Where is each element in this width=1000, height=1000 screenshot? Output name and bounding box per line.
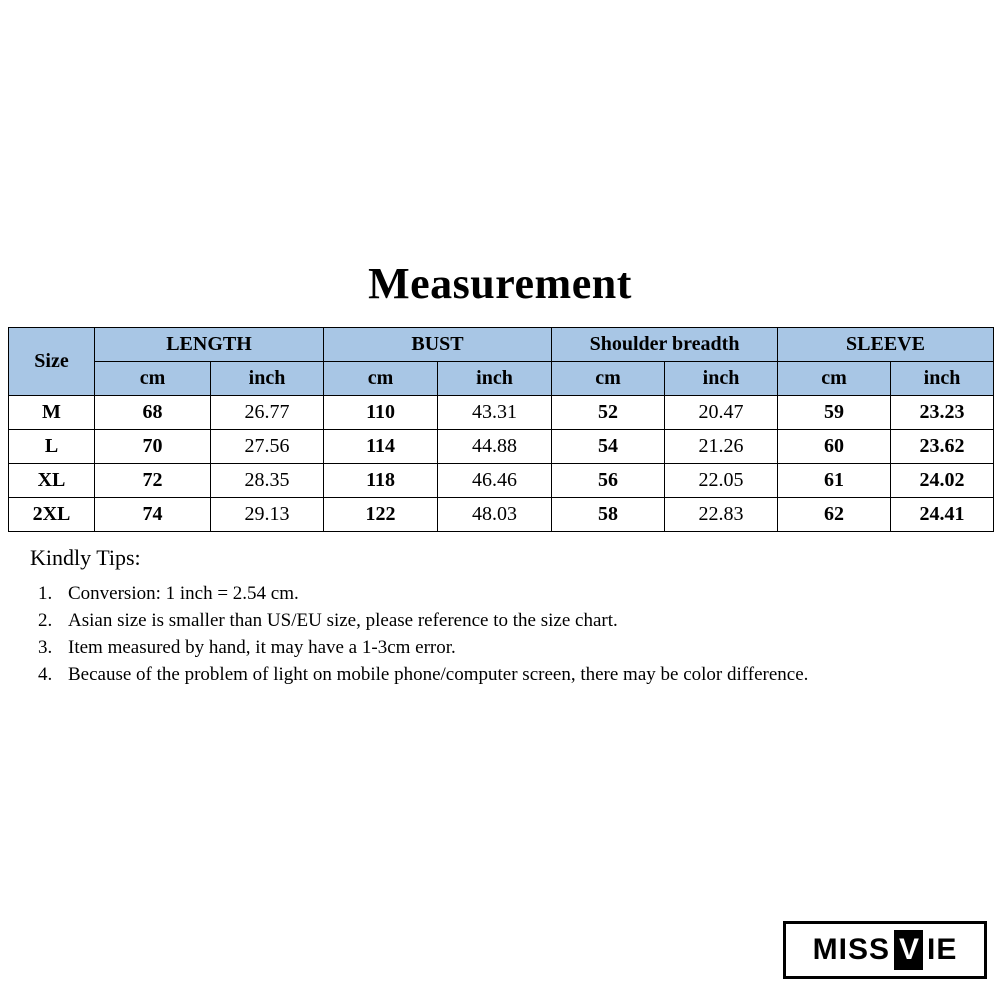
table-row (9, 464, 994, 498)
cell-length-cm: 72 (95, 464, 211, 498)
table-row (9, 430, 994, 464)
cell-bust-inch: 46.46 (438, 464, 552, 498)
header-unit-bust-cm: cm (324, 362, 438, 396)
logo-text-v: V (894, 930, 923, 970)
header-unit-length-inch: inch (211, 362, 324, 396)
cell-size: M (9, 396, 95, 430)
cell-sleeve-cm: 62 (778, 498, 891, 532)
tips-item-text: Conversion: 1 inch = 2.54 cm. (68, 583, 299, 604)
cell-bust-inch: 48.03 (438, 498, 552, 532)
cell-shoulder-cm: 56 (552, 464, 665, 498)
table-header-units (9, 362, 994, 396)
table-header-groups (9, 328, 994, 362)
cell-length-inch: 29.13 (211, 498, 324, 532)
tips-item-text: Because of the problem of light on mobile phone/computer screen, there may be color difference. (68, 664, 809, 685)
tips-list (30, 581, 930, 687)
tips-item-number: 3. (38, 637, 53, 658)
header-unit-length-cm: cm (95, 362, 211, 396)
cell-size: L (9, 430, 95, 464)
cell-shoulder-inch: 22.05 (665, 464, 778, 498)
cell-bust-cm: 110 (324, 396, 438, 430)
table-row (9, 396, 994, 430)
tips-item-number: 4. (38, 664, 53, 685)
cell-shoulder-inch: 22.83 (665, 498, 778, 532)
cell-length-inch: 28.35 (211, 464, 324, 498)
tips-item-text: Asian size is smaller than US/EU size, please reference to the size chart. (68, 610, 618, 631)
header-unit-bust-inch: inch (438, 362, 552, 396)
cell-size: XL (9, 464, 95, 498)
cell-sleeve-inch: 24.41 (891, 498, 994, 532)
cell-bust-cm: 122 (324, 498, 438, 532)
header-shoulder-breadth: Shoulder breadth (552, 328, 778, 362)
cell-sleeve-cm: 59 (778, 396, 891, 430)
cell-shoulder-inch: 21.26 (665, 430, 778, 464)
cell-bust-cm: 118 (324, 464, 438, 498)
header-bust: BUST (324, 328, 552, 362)
cell-length-inch: 26.77 (211, 396, 324, 430)
list-item (30, 662, 930, 687)
cell-length-cm: 74 (95, 498, 211, 532)
list-item (30, 608, 930, 633)
cell-sleeve-inch: 23.62 (891, 430, 994, 464)
header-unit-sleeve-cm: cm (778, 362, 891, 396)
header-unit-sleeve-inch: inch (891, 362, 994, 396)
tips-item-text: Item measured by hand, it may have a 1-3cm error. (68, 637, 456, 658)
cell-length-inch: 27.56 (211, 430, 324, 464)
cell-sleeve-inch: 23.23 (891, 396, 994, 430)
header-unit-shoulder-inch: inch (665, 362, 778, 396)
size-table (8, 327, 994, 532)
cell-length-cm: 68 (95, 396, 211, 430)
tips-heading: Kindly Tips: (30, 545, 141, 570)
cell-sleeve-cm: 61 (778, 464, 891, 498)
header-sleeve: SLEEVE (778, 328, 994, 362)
table-row (9, 498, 994, 532)
cell-bust-inch: 44.88 (438, 430, 552, 464)
cell-shoulder-cm: 52 (552, 396, 665, 430)
page-title: Measurement (368, 259, 632, 308)
logo-text-miss: MISS (812, 933, 890, 966)
cell-sleeve-cm: 60 (778, 430, 891, 464)
logo-text-ie: IE (927, 933, 958, 966)
cell-size: 2XL (9, 498, 95, 532)
cell-length-cm: 70 (95, 430, 211, 464)
tips-item-number: 2. (38, 610, 53, 631)
tips-item-number: 1. (38, 583, 53, 604)
cell-sleeve-inch: 24.02 (891, 464, 994, 498)
cell-shoulder-cm: 54 (552, 430, 665, 464)
list-item (30, 581, 930, 606)
cell-shoulder-cm: 58 (552, 498, 665, 532)
header-unit-shoulder-cm: cm (552, 362, 665, 396)
header-size: Size (9, 328, 95, 396)
cell-bust-cm: 114 (324, 430, 438, 464)
header-length: LENGTH (95, 328, 324, 362)
size-table-container (8, 327, 993, 532)
kindly-tips-section (30, 545, 930, 689)
cell-bust-inch: 43.31 (438, 396, 552, 430)
cell-shoulder-inch: 20.47 (665, 396, 778, 430)
list-item (30, 635, 930, 660)
brand-logo (783, 921, 987, 979)
